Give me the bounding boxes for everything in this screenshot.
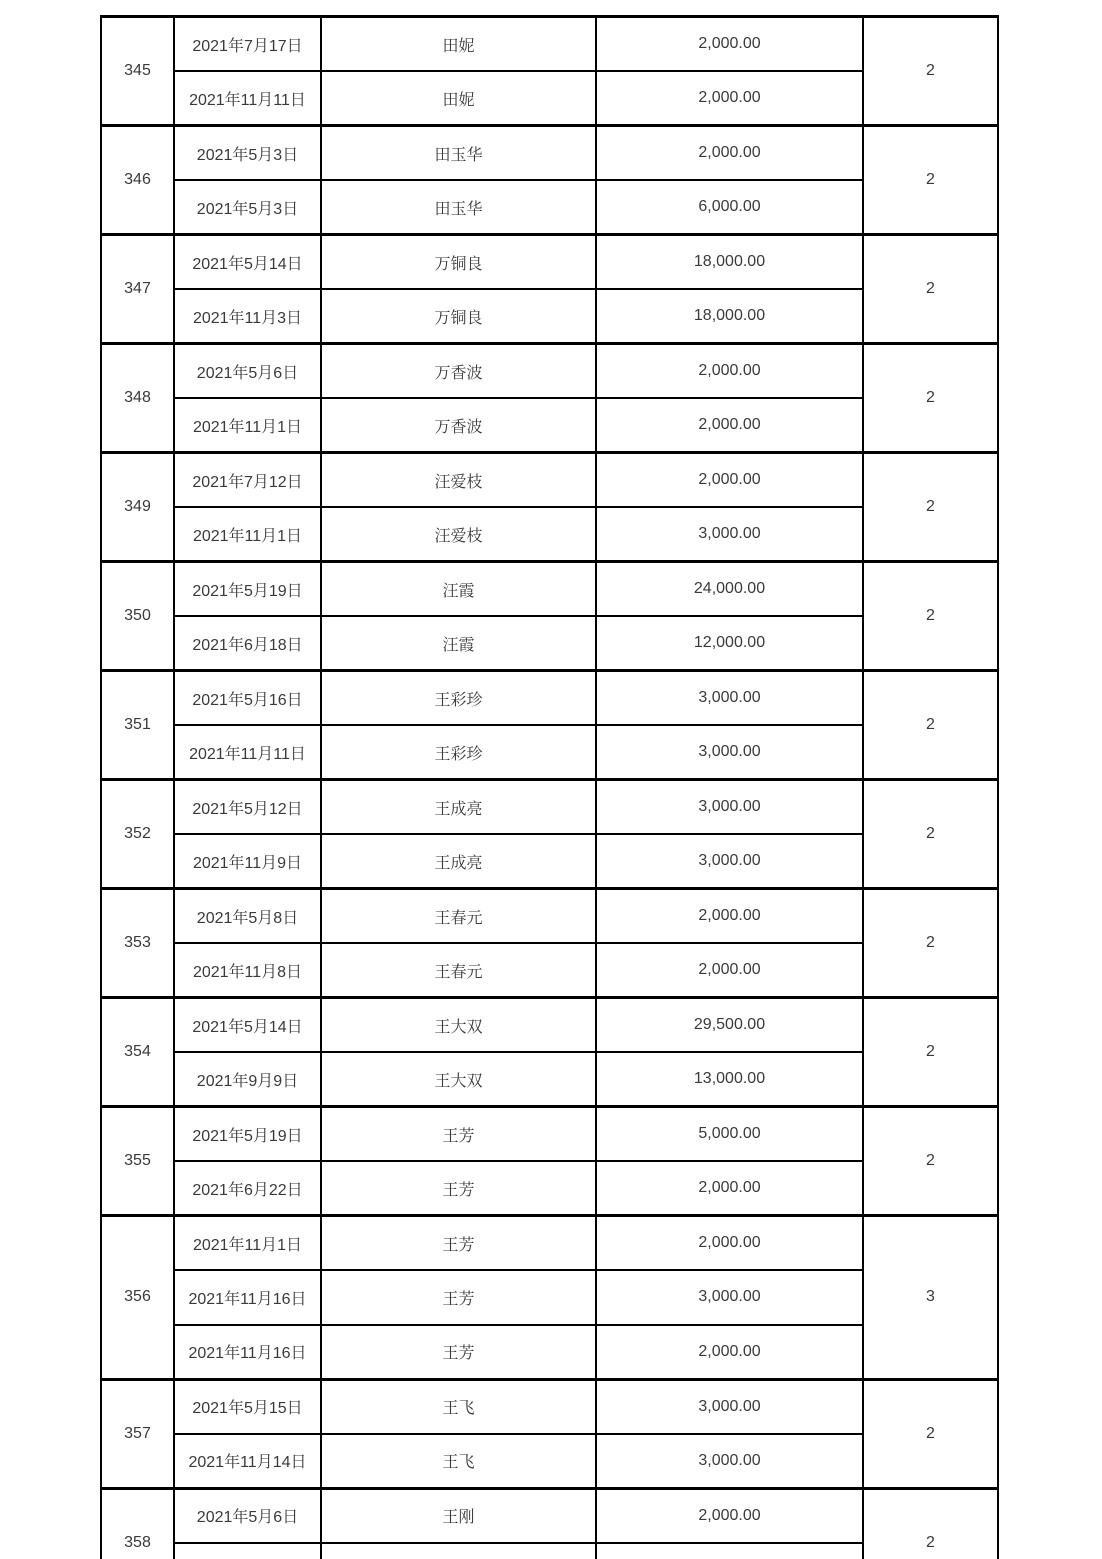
date-cell: 2021年6月18日 bbox=[174, 616, 321, 671]
table-row bbox=[101, 562, 998, 617]
amount-cell: 5,000.00 bbox=[596, 1107, 863, 1162]
row-number-cell: 350 bbox=[101, 562, 174, 671]
amount-cell: 2,000.00 bbox=[596, 126, 863, 181]
date-cell: 2021年6月22日 bbox=[174, 1161, 321, 1216]
donor-name-cell: 王大双 bbox=[321, 998, 596, 1053]
record-group bbox=[101, 126, 998, 235]
date-cell: 2021年5月19日 bbox=[174, 1107, 321, 1162]
amount-cell: 6,000.00 bbox=[596, 180, 863, 235]
count-cell: 2 bbox=[926, 607, 935, 624]
count-cell: 2 bbox=[926, 389, 935, 406]
donor-name-cell bbox=[321, 1543, 596, 1559]
date-cell: 2021年5月14日 bbox=[174, 998, 321, 1053]
record-group bbox=[101, 780, 998, 889]
donor-name-cell: 汪霞 bbox=[321, 562, 596, 617]
date-cell: 2021年5月6日 bbox=[174, 344, 321, 399]
amount-cell: 2,000.00 bbox=[596, 1488, 863, 1543]
row-number-cell: 355 bbox=[101, 1107, 174, 1216]
amount-cell: 2,000.00 bbox=[596, 943, 863, 998]
amount-cell: 18,000.00 bbox=[596, 235, 863, 290]
row-number-cell: 357 bbox=[101, 1379, 174, 1488]
date-cell: 2021年9月9日 bbox=[174, 1052, 321, 1107]
date-cell: 2021年11月3日 bbox=[174, 289, 321, 344]
count-cell: 2 bbox=[926, 498, 935, 515]
amount-cell: 2,000.00 bbox=[596, 453, 863, 508]
date-cell: 2021年5月8日 bbox=[174, 889, 321, 944]
row-number-cell: 348 bbox=[101, 344, 174, 453]
table-row bbox=[101, 1379, 998, 1434]
amount-cell: 13,000.00 bbox=[596, 1052, 863, 1107]
amount-cell: 12,000.00 bbox=[596, 616, 863, 671]
row-number-cell: 345 bbox=[101, 17, 174, 126]
donor-name-cell: 汪霞 bbox=[321, 616, 596, 671]
date-cell: 2021年5月6日 bbox=[174, 1488, 321, 1543]
donor-name-cell: 汪爱枝 bbox=[321, 453, 596, 508]
date-cell: 2021年5月12日 bbox=[174, 780, 321, 835]
table-row bbox=[101, 671, 998, 726]
amount-cell: 18,000.00 bbox=[596, 289, 863, 344]
amount-cell: 3,000.00 bbox=[596, 834, 863, 889]
count-cell: 2 bbox=[926, 1533, 935, 1551]
date-cell: 2021年11月8日 bbox=[174, 943, 321, 998]
donor-name-cell: 王芳 bbox=[321, 1107, 596, 1162]
count-cell: 3 bbox=[926, 1288, 935, 1306]
donor-name-cell: 万铜良 bbox=[321, 235, 596, 290]
donor-name-cell: 王彩珍 bbox=[321, 725, 596, 780]
amount-cell: 2,000.00 bbox=[596, 17, 863, 72]
record-group bbox=[101, 889, 998, 998]
table-row bbox=[101, 998, 998, 1053]
donor-name-cell: 汪爱枝 bbox=[321, 507, 596, 562]
row-number-cell: 351 bbox=[101, 671, 174, 780]
date-cell: 2021年5月15日 bbox=[174, 1379, 321, 1434]
donor-name-cell: 王成亮 bbox=[321, 780, 596, 835]
record-group bbox=[101, 453, 998, 562]
count-cell: 2 bbox=[926, 934, 935, 951]
donor-name-cell: 王飞 bbox=[321, 1379, 596, 1434]
amount-cell: 3,000.00 bbox=[596, 725, 863, 780]
row-number-cell: 354 bbox=[101, 998, 174, 1107]
donor-name-cell: 王成亮 bbox=[321, 834, 596, 889]
table-row bbox=[101, 1107, 998, 1162]
row-number-cell: 347 bbox=[101, 235, 174, 344]
table-row bbox=[101, 1216, 998, 1271]
amount-cell: 3,000.00 bbox=[596, 1379, 863, 1434]
record-group bbox=[101, 344, 998, 453]
amount-cell: 24,000.00 bbox=[596, 562, 863, 617]
record-group bbox=[101, 1216, 998, 1380]
record-group bbox=[101, 235, 998, 344]
donor-name-cell: 万香波 bbox=[321, 398, 596, 453]
donor-name-cell: 王刚 bbox=[321, 1488, 596, 1543]
record-group bbox=[101, 671, 998, 780]
row-number-cell: 358 bbox=[101, 1488, 174, 1559]
donor-name-cell: 王芳 bbox=[321, 1270, 596, 1325]
date-cell: 2021年11月1日 bbox=[174, 507, 321, 562]
date-cell: 2021年11月1日 bbox=[174, 398, 321, 453]
count-cell: 2 bbox=[926, 1043, 935, 1060]
count-cell: 2 bbox=[926, 171, 935, 188]
record-group bbox=[101, 17, 998, 126]
date-cell: 2021年7月12日 bbox=[174, 453, 321, 508]
date-cell: 2021年5月3日 bbox=[174, 180, 321, 235]
record-group bbox=[101, 1379, 998, 1488]
amount-cell: 2,000.00 bbox=[596, 344, 863, 399]
date-cell: 2021年11月14日 bbox=[174, 1434, 321, 1489]
table-row bbox=[101, 453, 998, 508]
amount-cell: 2,000.00 bbox=[596, 71, 863, 126]
count-cell: 2 bbox=[926, 62, 935, 79]
amount-cell: 2,000.00 bbox=[596, 398, 863, 453]
amount-cell: 2,000.00 bbox=[596, 1161, 863, 1216]
amount-cell: 2,000.00 bbox=[596, 889, 863, 944]
donor-name-cell: 王大双 bbox=[321, 1052, 596, 1107]
date-cell: 2021年11月11日 bbox=[174, 725, 321, 780]
date-cell: 2021年11月11日 bbox=[174, 71, 321, 126]
table-row bbox=[101, 780, 998, 835]
amount-cell: 3,000.00 bbox=[596, 1434, 863, 1489]
row-number-cell: 356 bbox=[101, 1216, 174, 1380]
amount-cell: 2,000.00 bbox=[596, 1325, 863, 1380]
row-number-cell: 346 bbox=[101, 126, 174, 235]
count-cell: 2 bbox=[926, 825, 935, 842]
record-group bbox=[101, 1488, 998, 1559]
date-cell bbox=[174, 1543, 321, 1559]
count-cell: 2 bbox=[926, 716, 935, 733]
donor-name-cell: 王芳 bbox=[321, 1325, 596, 1380]
donor-name-cell: 王春元 bbox=[321, 943, 596, 998]
record-group bbox=[101, 1107, 998, 1216]
table-row bbox=[101, 126, 998, 181]
date-cell: 2021年5月19日 bbox=[174, 562, 321, 617]
donor-name-cell: 万铜良 bbox=[321, 289, 596, 344]
amount-cell: 29,500.00 bbox=[596, 998, 863, 1053]
row-number-cell: 353 bbox=[101, 889, 174, 998]
amount-cell: 2,000.00 bbox=[596, 1216, 863, 1271]
amount-cell: 3,000.00 bbox=[596, 671, 863, 726]
amount-cell: 3,000.00 bbox=[596, 780, 863, 835]
amount-cell: 3,000.00 bbox=[596, 1270, 863, 1325]
donor-name-cell: 王芳 bbox=[321, 1216, 596, 1271]
date-cell: 2021年11月16日 bbox=[174, 1270, 321, 1325]
amount-cell bbox=[596, 1543, 863, 1559]
date-cell: 2021年5月14日 bbox=[174, 235, 321, 290]
donor-name-cell: 万香波 bbox=[321, 344, 596, 399]
donor-name-cell: 田妮 bbox=[321, 71, 596, 126]
date-cell: 2021年5月3日 bbox=[174, 126, 321, 181]
count-cell: 2 bbox=[926, 1152, 935, 1169]
date-cell: 2021年11月9日 bbox=[174, 834, 321, 889]
table-row bbox=[101, 889, 998, 944]
donor-name-cell: 田妮 bbox=[321, 17, 596, 72]
donor-name-cell: 田玉华 bbox=[321, 180, 596, 235]
date-cell: 2021年11月16日 bbox=[174, 1325, 321, 1380]
donor-name-cell: 王芳 bbox=[321, 1161, 596, 1216]
row-number-cell: 349 bbox=[101, 453, 174, 562]
row-number-cell: 352 bbox=[101, 780, 174, 889]
record-group bbox=[101, 998, 998, 1107]
date-cell: 2021年7月17日 bbox=[174, 17, 321, 72]
table-row bbox=[101, 17, 998, 72]
count-cell: 2 bbox=[926, 280, 935, 297]
donor-name-cell: 王春元 bbox=[321, 889, 596, 944]
donor-name-cell: 王飞 bbox=[321, 1434, 596, 1489]
count-cell: 2 bbox=[926, 1424, 935, 1442]
table-container bbox=[100, 15, 999, 1559]
date-cell: 2021年11月1日 bbox=[174, 1216, 321, 1271]
table-row bbox=[101, 235, 998, 290]
table-row bbox=[101, 1488, 998, 1543]
date-cell: 2021年5月16日 bbox=[174, 671, 321, 726]
records-table bbox=[100, 15, 999, 1559]
record-group bbox=[101, 562, 998, 671]
donor-name-cell: 田玉华 bbox=[321, 126, 596, 181]
donor-name-cell: 王彩珍 bbox=[321, 671, 596, 726]
table-row bbox=[101, 344, 998, 399]
amount-cell: 3,000.00 bbox=[596, 507, 863, 562]
